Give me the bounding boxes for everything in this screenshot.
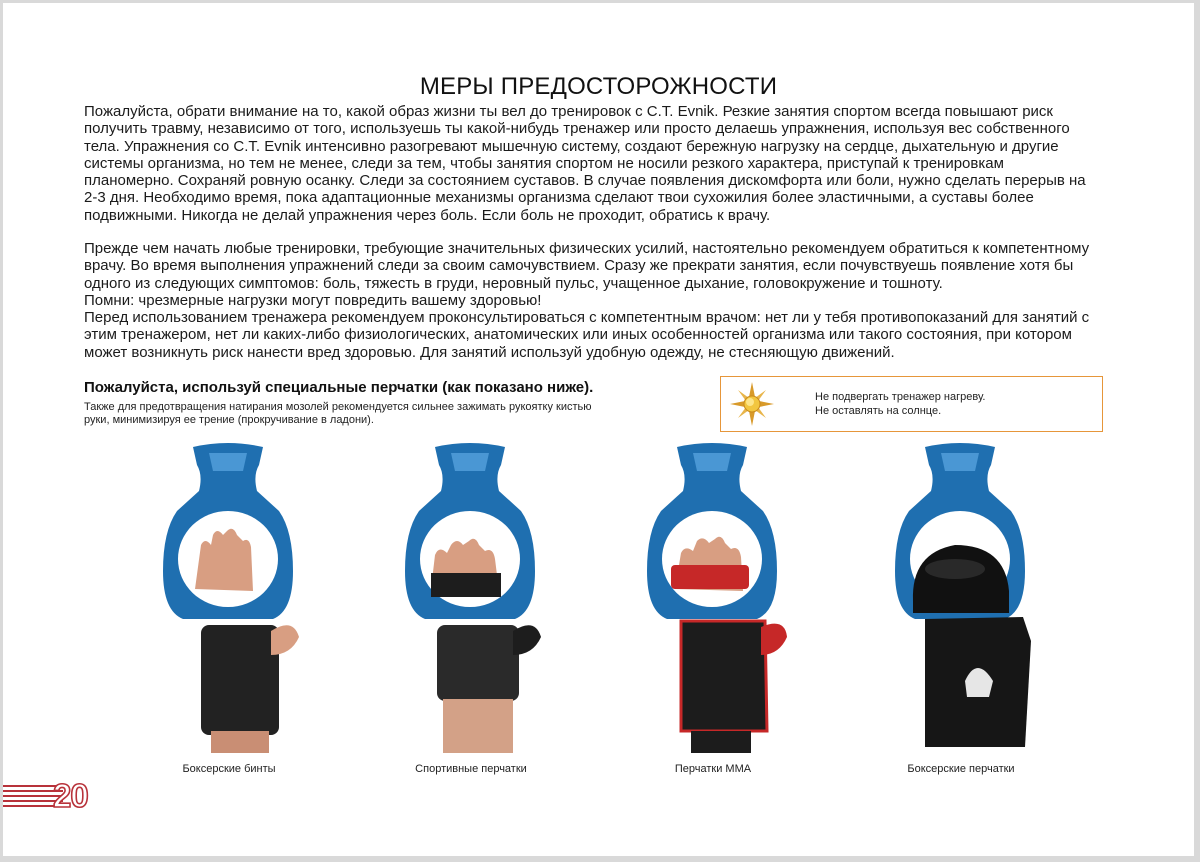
warning-line: Не подвергать тренажер нагреву. xyxy=(815,391,986,403)
caption-boxing-gloves: Боксерские перчатки xyxy=(907,763,1015,775)
text-line: Перед использованием тренажера рекомендуем проконсультироваться с компетентным врачом: нет ли у тебя противопоказаний для занятий с xyxy=(84,309,1090,327)
text-line: одного из следующих симптомов: боль, тяжесть в груди, неровный пульс, учащенное дыхание, головокружение и тошноту. xyxy=(84,274,943,292)
caption-boxing-wraps: Боксерские бинты xyxy=(182,763,276,775)
gloves-heading: Пожалуйста, используй специальные перчатки (как показано ниже). xyxy=(84,379,594,396)
handle-with-mma-gloves-image xyxy=(637,441,787,753)
page-number-block xyxy=(3,779,99,813)
text-line: может возникнуть риск нанести вред здоровью. Для занятий используй удобную одежду, не стесняющую движений. xyxy=(84,343,895,361)
gloves-note: Также для предотвращения натирания мозолей рекомендуется сильнее зажимать рукоятку кистью руки, минимизируя ее трение (прокручивание в ладони). xyxy=(84,401,592,426)
sun-icon xyxy=(729,381,775,427)
heat-warning-box xyxy=(720,376,1103,432)
text-line: системы организма, но тем не менее, следи за тем, чтобы занятия спортом не носили резкого характера, приступай к тренировкам xyxy=(84,154,1004,172)
text-line: этим тренажером, нет ли каких-либо физиологических, анатомических или иных особенностей организма или такого состояния, при котором xyxy=(84,326,1072,344)
warning-line: Не оставлять на солнце. xyxy=(815,404,942,417)
text-line: получить травму, независимо от того, используешь ты какой-нибудь тренажер или просто делаешь упражнения, используя вес собственного xyxy=(84,120,1070,138)
handle-with-boxing-gloves-image xyxy=(885,441,1035,753)
intro-paragraph xyxy=(84,103,1144,224)
photo-sport-gloves xyxy=(395,441,545,753)
text-line: Помни: чрезмерные нагрузки могут повредить вашему здоровью! xyxy=(84,291,542,309)
text-line: тела. Упражнения со C.T. Evnik интенсивно разогревают мышечную систему, создают бережную нагрузку на сердце, дыхательную и другие xyxy=(84,137,1059,155)
handle-with-sport-gloves-image xyxy=(395,441,545,753)
handle-with-wraps-image xyxy=(153,441,303,753)
caption-mma-gloves: Перчатки MMA xyxy=(674,763,752,775)
text-line: подвижными. Никогда не делай упражнения через боль. Если боль не проходит, обратись к врачу. xyxy=(84,206,771,224)
page-number: 20 xyxy=(53,777,88,814)
text-line: Пожалуйста, обрати внимание на то, какой образ жизни ты вел до тренировок с C.T. Evnik. Резкие занятия спортом всегда повышают риск xyxy=(84,103,1053,120)
text-line: планомерно. Сохраняй ровную осанку. Следи за состоянием суставов. В случае появления дискомфорта или боли, нужно сделать перерыв на xyxy=(84,172,1086,190)
text-line: Прежде чем начать любые тренировки, требующие значительных физических усилий, настоятельно рекомендуем обратиться к компетентному xyxy=(84,240,1090,257)
doctor-paragraph xyxy=(84,240,1144,361)
page xyxy=(3,3,1194,856)
photo-boxing-wraps xyxy=(153,441,303,753)
text-line: врачу. Во время выполнения упражнений следи за своим самочувствием. Сразу же прекрати занятия, если почувствуешь появление хотя бы xyxy=(84,257,1074,275)
photo-boxing-gloves xyxy=(885,441,1035,753)
photo-mma-gloves xyxy=(637,441,787,753)
text-line: 2-3 дня. Необходимо время, пока адаптационные механизмы организма сделают твои сухожилия более эластичными, а суставы более xyxy=(84,189,1034,207)
warning-text xyxy=(815,391,985,418)
page-title: МЕРЫ ПРЕДОСТОРОЖНОСТИ xyxy=(419,73,778,100)
caption-sport-gloves: Спортивные перчатки xyxy=(415,763,527,775)
